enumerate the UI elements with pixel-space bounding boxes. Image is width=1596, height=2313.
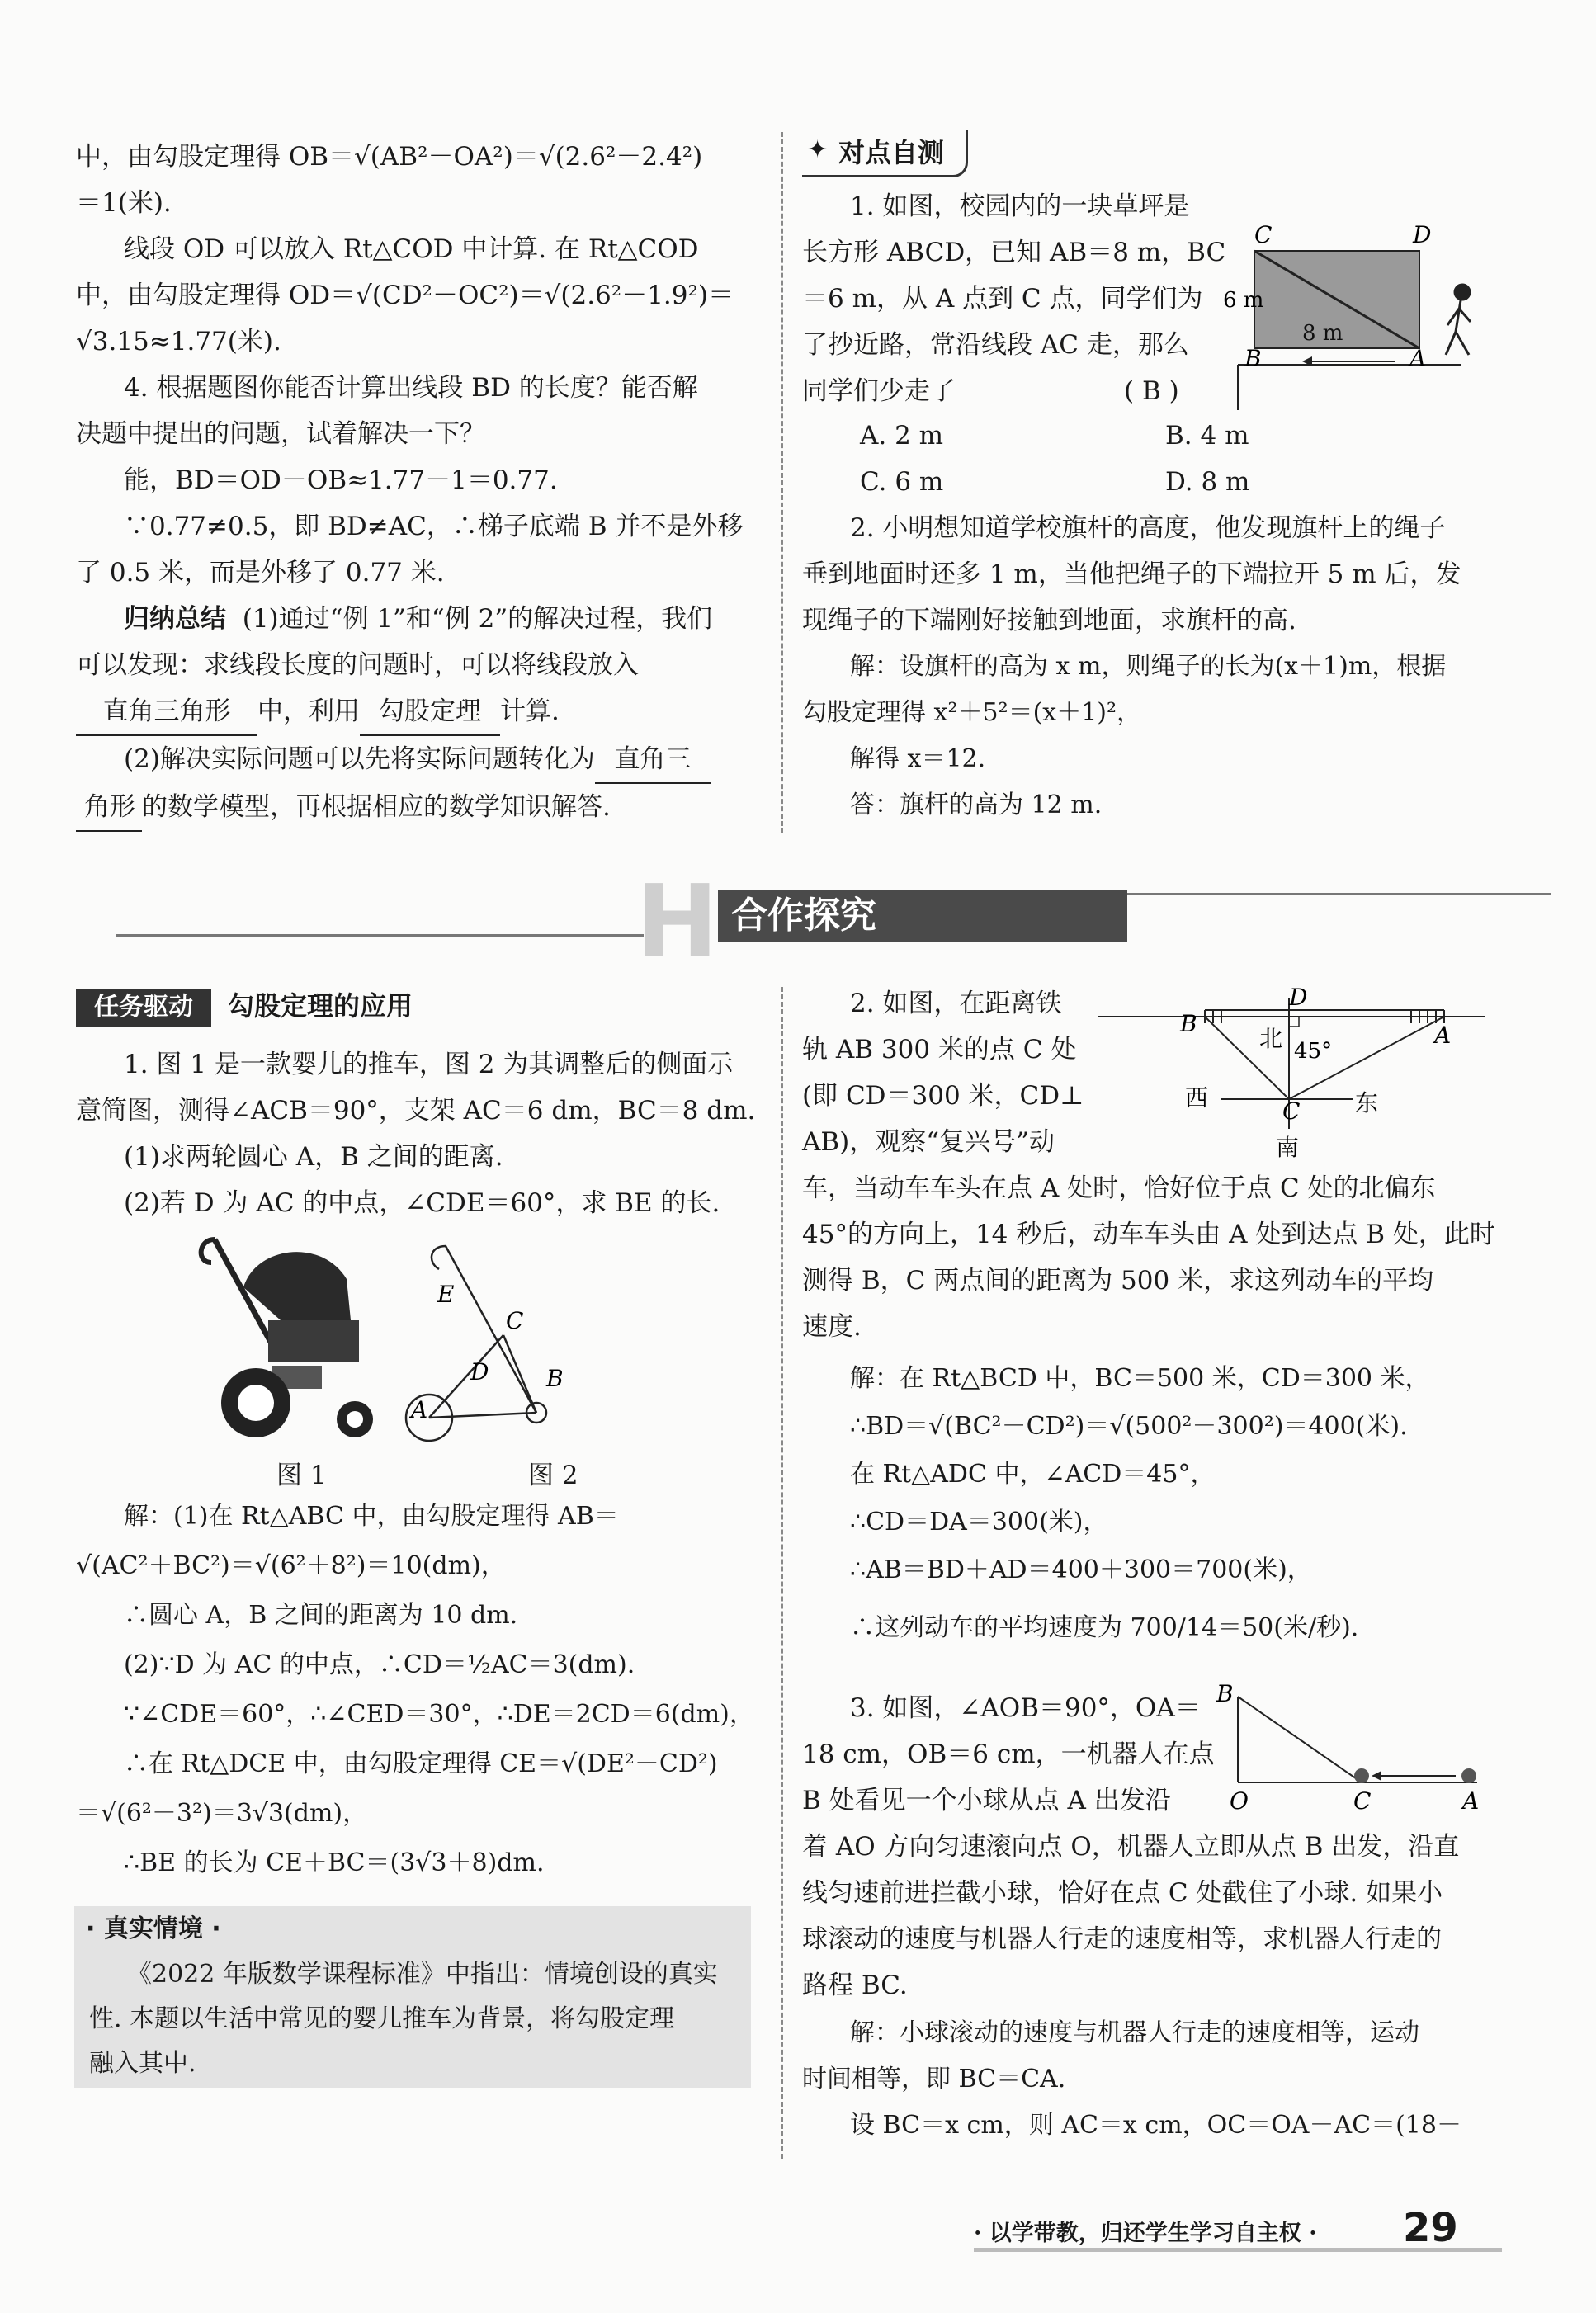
text-line: 垂到地面时还多 1 m，当他把绳子的下端拉开 5 m 后，发 (802, 559, 1461, 589)
label-C: C (1282, 1097, 1301, 1125)
solution-line: √(AC²＋BC²)＝√(6²＋8²)＝10(dm)， (76, 1551, 506, 1580)
stroller-figures (182, 1230, 644, 1452)
text-line: AB)，观察“复兴号”动 (802, 1127, 1055, 1157)
label-C: C (506, 1307, 524, 1334)
label-A: A (1434, 1022, 1452, 1049)
label-north: 北 (1259, 1025, 1283, 1052)
text-line: 球滚动的速度与机器人行走的速度相等，求机器人行走的 (802, 1924, 1442, 1954)
label-angle: 45° (1294, 1039, 1333, 1064)
solution-line: ＝√(6²－3²)＝3√3(dm)， (76, 1799, 368, 1828)
summary-line (76, 736, 761, 784)
self-test-header (802, 130, 968, 177)
text-line: B 处看见一个小球从点 A 出发沿 (802, 1786, 1171, 1815)
column-divider (781, 132, 783, 833)
solution-line: 设 BC＝x cm，则 AC＝x cm，OC＝OA－AC＝(18－ (850, 2111, 1461, 2140)
note-line: 融入其中. (89, 2049, 196, 2078)
task-title: 勾股定理的应用 (228, 990, 413, 1022)
self-test-q1 (802, 183, 1231, 414)
summary-line (76, 784, 761, 832)
right-angle-mark (1289, 1017, 1299, 1027)
ball-at-A (1461, 1768, 1476, 1783)
star-icon: ✦ (807, 135, 829, 164)
label-B: B (1216, 1680, 1234, 1707)
right-q3-body (802, 1824, 1487, 2009)
text-line: 了抄近路，常沿线段 AC 走，那么 (802, 330, 1189, 360)
answer-bracket: ( B ) (1124, 376, 1179, 406)
label-8m: 8 m (1302, 321, 1343, 346)
text-line: ＝6 m，从 A 点到 C 点，同学们为 (802, 284, 1203, 314)
solution-line: 在 Rt△ADC 中，∠ACD＝45°， (850, 1460, 1216, 1489)
right-q3-solution (802, 2010, 1487, 2149)
solution-line: ∴CD＝DA＝300(米)， (850, 1508, 1108, 1536)
label-C: C (1353, 1787, 1372, 1815)
solution-line: ∴在 Rt△DCE 中，由勾股定理得 CE＝√(DE²－CD²) (124, 1749, 718, 1778)
real-situation-note (74, 1906, 751, 2088)
summary-text: 中，利用 (257, 696, 360, 726)
section-banner (116, 865, 1436, 979)
summary-line (76, 596, 761, 642)
banner-letter: H (635, 865, 719, 979)
solution-line: 解：在 Rt△BCD 中，BC＝500 米，CD＝300 米， (850, 1364, 1430, 1393)
option-d: D. 8 m (1165, 467, 1250, 497)
solution-line: 解：设旗杆的高为 x m，则绳子的长为(x＋1)m，根据 (850, 652, 1447, 681)
question-1: 1. 如图，校园内的一块草坪是 (850, 191, 1190, 221)
question-4: 4. 根据题图你能否计算出线段 BD 的长度？能否解 (124, 373, 698, 403)
text-line: 意简图，测得∠ACB＝90°，支架 AC＝6 dm，BC＝8 dm. (76, 1096, 756, 1126)
text-line: (2)若 D 为 AC 的中点，∠CDE＝60°，求 BE 的长. (124, 1188, 720, 1218)
fill-blank: 角形 (76, 784, 142, 832)
banner-title: 合作探究 (718, 890, 1127, 942)
option-row (802, 413, 1487, 459)
text-line: 决题中提出的问题，试着解决一下？ (76, 419, 485, 449)
label-D: D (1413, 221, 1432, 248)
solution-line: ∴BE 的长为 CE＋BC＝(3√3＋8)dm. (124, 1848, 545, 1877)
label-A: A (1462, 1787, 1480, 1815)
text-line: 着 AO 方向匀速滚向点 O，机器人立即从点 B 出发，沿直 (802, 1832, 1460, 1862)
ball-at-C (1354, 1768, 1369, 1783)
text-line: (即 CD＝300 米，CD⊥ (802, 1081, 1084, 1111)
question-1: 1. 图 1 是一款婴儿的推车，图 2 为其调整后的侧面示 (124, 1050, 734, 1079)
solution-line: 解：小球滚动的速度与机器人行走的速度相等，运动 (850, 2018, 1419, 2047)
text-line: 45°的方向上，14 秒后，动车车头由 A 处到达点 B 处，此时 (802, 1220, 1495, 1249)
label-D: D (470, 1358, 489, 1385)
left-bottom-solution (76, 1492, 761, 1888)
self-test-title: 对点自测 (838, 137, 945, 168)
solution-line: ∴BD＝√(BC²－CD²)＝√(500²－300²)＝400(米). (850, 1412, 1408, 1441)
text-line: 18 cm，OB＝6 cm，一机器人在点 (802, 1739, 1215, 1769)
answer-line: ∵0.77≠0.5，即 BD≠AC，∴梯子底端 B 并不是外移 (124, 512, 744, 541)
railway-figure (1098, 982, 1494, 1172)
left-bottom-question (76, 1041, 761, 1226)
question-2: 2. 小明想知道学校旗杆的高度，他发现旗杆上的绳子 (850, 513, 1446, 543)
label-D: D (1289, 984, 1308, 1011)
text-line: 测得 B，C 两点间的距离为 500 米，求这列动车的平均 (802, 1266, 1434, 1296)
option-b: B. 4 m (1165, 421, 1249, 451)
stroller-photo (201, 1239, 373, 1437)
right-q3-intro (802, 1685, 1223, 1824)
label-east: 东 (1355, 1089, 1379, 1116)
text-line: 线匀速前进拦截小球，恰好在点 C 处截住了小球. 如果小 (802, 1878, 1443, 1908)
text-line: 线段 OD 可以放入 Rt△COD 中计算. 在 Rt△COD (124, 234, 699, 264)
label-6m: 6 m (1223, 288, 1264, 313)
text-line: 中，由勾股定理得 OB＝√(AB²－OA²)＝√(2.6²－2.4²) (76, 142, 703, 172)
page-number: 29 (1403, 2205, 1458, 2251)
option-a: A. 2 m (860, 421, 944, 451)
text-line: 车，当动车车头在点 A 处时，恰好位于点 C 处的北偏东 (802, 1173, 1436, 1203)
option-row (802, 459, 1487, 505)
solution-line: 答：旗杆的高为 12 m. (850, 791, 1103, 819)
summary-line: 可以发现：求线段长度的问题时，可以将线段放入 (76, 650, 639, 680)
text-line: 轨 AB 300 米的点 C 处 (802, 1035, 1077, 1064)
text-line: √3.15≈1.77(米). (76, 327, 281, 356)
fill-blank: 勾股定理 (360, 688, 500, 736)
answer-line: 了 0.5 米，而是外移了 0.77 米. (76, 558, 445, 588)
label-E: E (437, 1281, 455, 1308)
self-test-options (802, 413, 1487, 828)
right-q2-solution (802, 1355, 1487, 1652)
summary-line (76, 688, 761, 736)
solution-line: ∴AB＝BD＋AD＝400＋300＝700(米)， (850, 1555, 1312, 1584)
page-footer (974, 2205, 1502, 2253)
summary-label: 归纳总结 (124, 604, 226, 634)
figure-2-caption: 图 2 (528, 1461, 578, 1490)
label-B: B (1244, 345, 1262, 372)
label-B: B (1180, 1010, 1197, 1037)
text-line: 长方形 ABCD，已知 AB＝8 m，BC (802, 238, 1226, 267)
summary-text: 计算. (500, 696, 560, 726)
fill-blank: 直角三角形 (76, 688, 257, 736)
text: 同学们少走了 (802, 376, 956, 406)
text-line: 中，由勾股定理得 OD＝√(CD²－OC²)＝√(2.6²－1.9²)＝ (76, 281, 734, 310)
left-top-text (76, 134, 761, 832)
label-C: C (1254, 221, 1273, 248)
note-line: 性. 本题以生活中常见的婴儿推车为背景，将勾股定理 (89, 2004, 675, 2033)
task-label: 任务驱动 (76, 989, 211, 1027)
task-header (76, 985, 413, 1027)
banner-line (116, 934, 644, 937)
footer-bar (974, 2248, 1502, 2252)
answer-line: 能，BD＝OD－OB≈1.77－1＝0.77. (124, 465, 558, 495)
summary-text: (2)解决实际问题可以先将实际问题转化为 (124, 744, 595, 774)
note-title: · 真实情境 · (86, 1914, 221, 1943)
text-line (802, 368, 1231, 414)
solution-line: 时间相等，即 BC＝CA. (802, 2065, 1066, 2094)
solution-line: (2)∵D 为 AC 的中点，∴CD＝½AC＝3(dm). (124, 1650, 635, 1679)
fill-blank: 直角三 (595, 736, 711, 784)
solution-line: ∴这列动车的平均速度为 700/14＝50(米/秒). (850, 1613, 1359, 1642)
solution-line: 勾股定理得 x²＋5²＝(x＋1)²， (802, 698, 1142, 727)
solution-line: 解得 x＝12. (850, 744, 986, 773)
note-line: 《2022 年版数学课程标准》中指出：情境创设的真实 (127, 1960, 718, 1989)
column-divider (781, 987, 783, 2159)
label-B: B (546, 1365, 564, 1392)
text-line: 路程 BC. (802, 1971, 908, 2000)
label-O: O (1230, 1787, 1249, 1815)
question-2: 2. 如图，在距离铁 (850, 989, 1062, 1018)
label-south: 南 (1276, 1134, 1300, 1161)
walking-person-icon (1446, 285, 1471, 355)
text-line: ＝1(米). (76, 188, 172, 218)
text-line: 速度. (802, 1312, 862, 1342)
question-3: 3. 如图，∠AOB＝90°，OA＝ (850, 1693, 1201, 1723)
label-A: A (1409, 345, 1427, 372)
text-line: 现绳子的下端刚好接触到地面，求旗杆的高. (802, 606, 1296, 635)
solution-line: ∴圆心 A，B 之间的距离为 10 dm. (124, 1601, 518, 1630)
option-c: C. 6 m (860, 467, 944, 497)
figure-1-caption: 图 1 (276, 1461, 327, 1490)
solution-line: 解：(1)在 Rt△ABC 中，由勾股定理得 AB＝ (124, 1502, 619, 1531)
arrow-head (1372, 1771, 1381, 1781)
label-west: 西 (1185, 1084, 1209, 1112)
label-A: A (411, 1396, 428, 1423)
solution-line: ∵∠CDE＝60°，∴∠CED＝30°，∴DE＝2CD＝6(dm)， (124, 1700, 754, 1729)
right-q2-body (802, 1165, 1495, 1350)
right-q2-intro (802, 980, 1099, 1165)
summary-text: (1)通过“例 1”和“例 2”的解决过程，我们 (242, 604, 713, 634)
footer-motto: · 以学带教，归还学生学习自主权 · (974, 2221, 1317, 2246)
summary-text: 的数学模型，再根据相应的数学知识解答. (142, 792, 611, 822)
segment-BC (1238, 1697, 1362, 1782)
robot-ball-figure (1213, 1680, 1502, 1815)
text-line: (1)求两轮圆心 A，B 之间的距离. (124, 1142, 503, 1172)
rectangle-lawn-figure (1223, 216, 1502, 414)
